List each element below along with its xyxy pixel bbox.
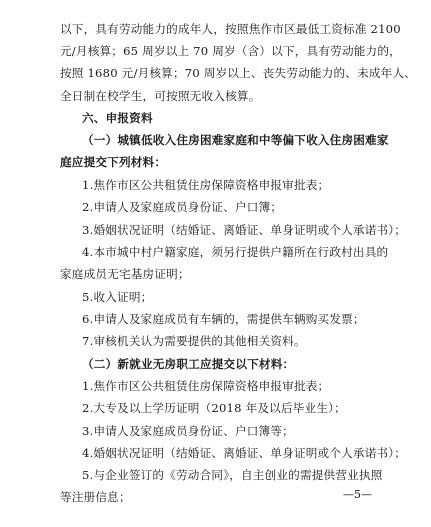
list-item-continued: 等注册信息； bbox=[60, 490, 131, 504]
page-number: —5— bbox=[343, 488, 372, 501]
text-line: 按照 1680 元/月核算；70 周岁以上、丧失劳动能力的、未成年人、 bbox=[60, 66, 417, 80]
list-item: 2.大专及以上学历证明（2018 年及以后毕业生）； bbox=[82, 401, 346, 415]
list-item: 6.申请人及家庭成员有车辆的，需提供车辆购买发票； bbox=[82, 312, 365, 326]
list-item: 3.婚姻状况证明（结婚证、离婚证、单身证明或个人承诺书）； bbox=[82, 223, 407, 237]
subsection-heading: （一）城镇低收入住房困难家庭和中等偏下收入住房困难家 bbox=[82, 133, 389, 147]
list-item: 4.婚姻状况证明（结婚证、离婚证、单身证明或个人承诺书）； bbox=[82, 446, 407, 460]
section-heading: 六、申报资料 bbox=[82, 111, 153, 125]
subsection-heading-continued: 庭应提交下列材料： bbox=[60, 155, 167, 169]
list-item: 5.与企业签订的《劳动合同》，自主创业的需提供营业执照 bbox=[82, 468, 383, 482]
list-item: 1.焦作市区公共租赁住房保障资格申报审批表； bbox=[82, 379, 330, 393]
list-item: 4.本市城中村户籍家庭，须另行提供户籍所在行政村出具的 bbox=[82, 245, 389, 259]
list-item: 3.申请人及家庭成员身份证、户口簿等； bbox=[82, 424, 294, 438]
list-item-continued: 家庭成员无宅基房证明； bbox=[60, 267, 190, 281]
list-item: 1.焦作市区公共租赁住房保障资格申报审批表； bbox=[82, 178, 330, 192]
subsection-heading: （二）新就业无房职工应提交以下材料： bbox=[82, 357, 295, 371]
text-line: 元/月核算；65 周岁以上 70 周岁（含）以下，具有劳动能力的， bbox=[60, 44, 401, 58]
list-item: 5.收入证明； bbox=[82, 290, 153, 304]
list-item: 2.申请人及家庭成员身份证、户口簿； bbox=[82, 200, 283, 214]
text-line: 以下，具有劳动能力的成年人，按照焦作市区最低工资标准 2100 bbox=[60, 22, 401, 36]
list-item: 7.审核机关认为需要提供的其他相关资料。 bbox=[82, 334, 306, 348]
text-line: 全日制在校学生，可按照无收入核算。 bbox=[60, 89, 261, 103]
